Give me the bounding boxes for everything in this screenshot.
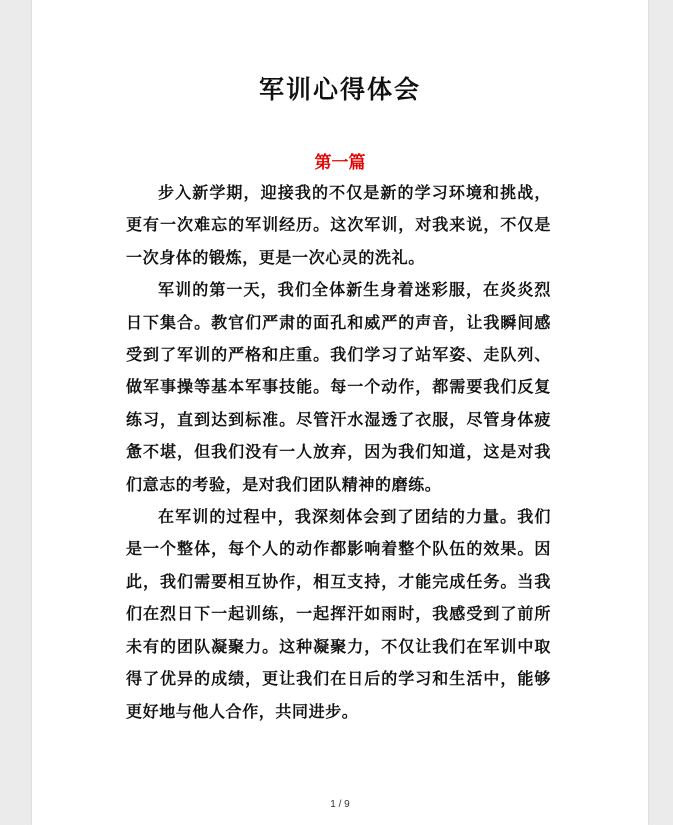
paragraph-2: 军训的第一天，我们全体新生身着迷彩服，在炎炎烈日下集合。教官们严肃的面孔和威严的声音，让我瞬间感受到了军训的严格和庄重。我们学习了站军姿、走队列、做军事操等基本军事技能。每一个动作，都需要我们反复练习，直到达到标准。尽管汗水湿透了衣服，尽管身体疲惫不堪，但我们没有一人放弃，因为我们知道，这是对我们意志的考验，是对我们团队精神的磨练。 [126,280,551,494]
paragraph-1: 步入新学期，迎接我的不仅是新的学习环境和挑战，更有一次难忘的军训经历。这次军训，对我来说，不仅是一次身体的锻炼，更是一次心灵的洗礼。 [126,183,551,267]
document-page [32,0,648,825]
page-indicator: 1 / 9 [330,799,350,810]
document-title: 军训心得体会 [258,75,421,104]
body-text [126,177,551,728]
section-heading: 第一篇 [314,153,366,173]
paragraph-3: 在军训的过程中，我深刻体会到了团结的力量。我们是一个整体，每个人的动作都影响着整个队伍的效果。因此，我们需要相互协作，相互支持，才能完成任务。当我们在烈日下一起训练，一起挥汗如雨时，我感受到了前所未有的团队凝聚力。这种凝聚力，不仅让我们在军训中取得了优异的成绩，更让我们在日后的学习和生活中，能够更好地与他人合作，共同进步。 [126,507,551,721]
